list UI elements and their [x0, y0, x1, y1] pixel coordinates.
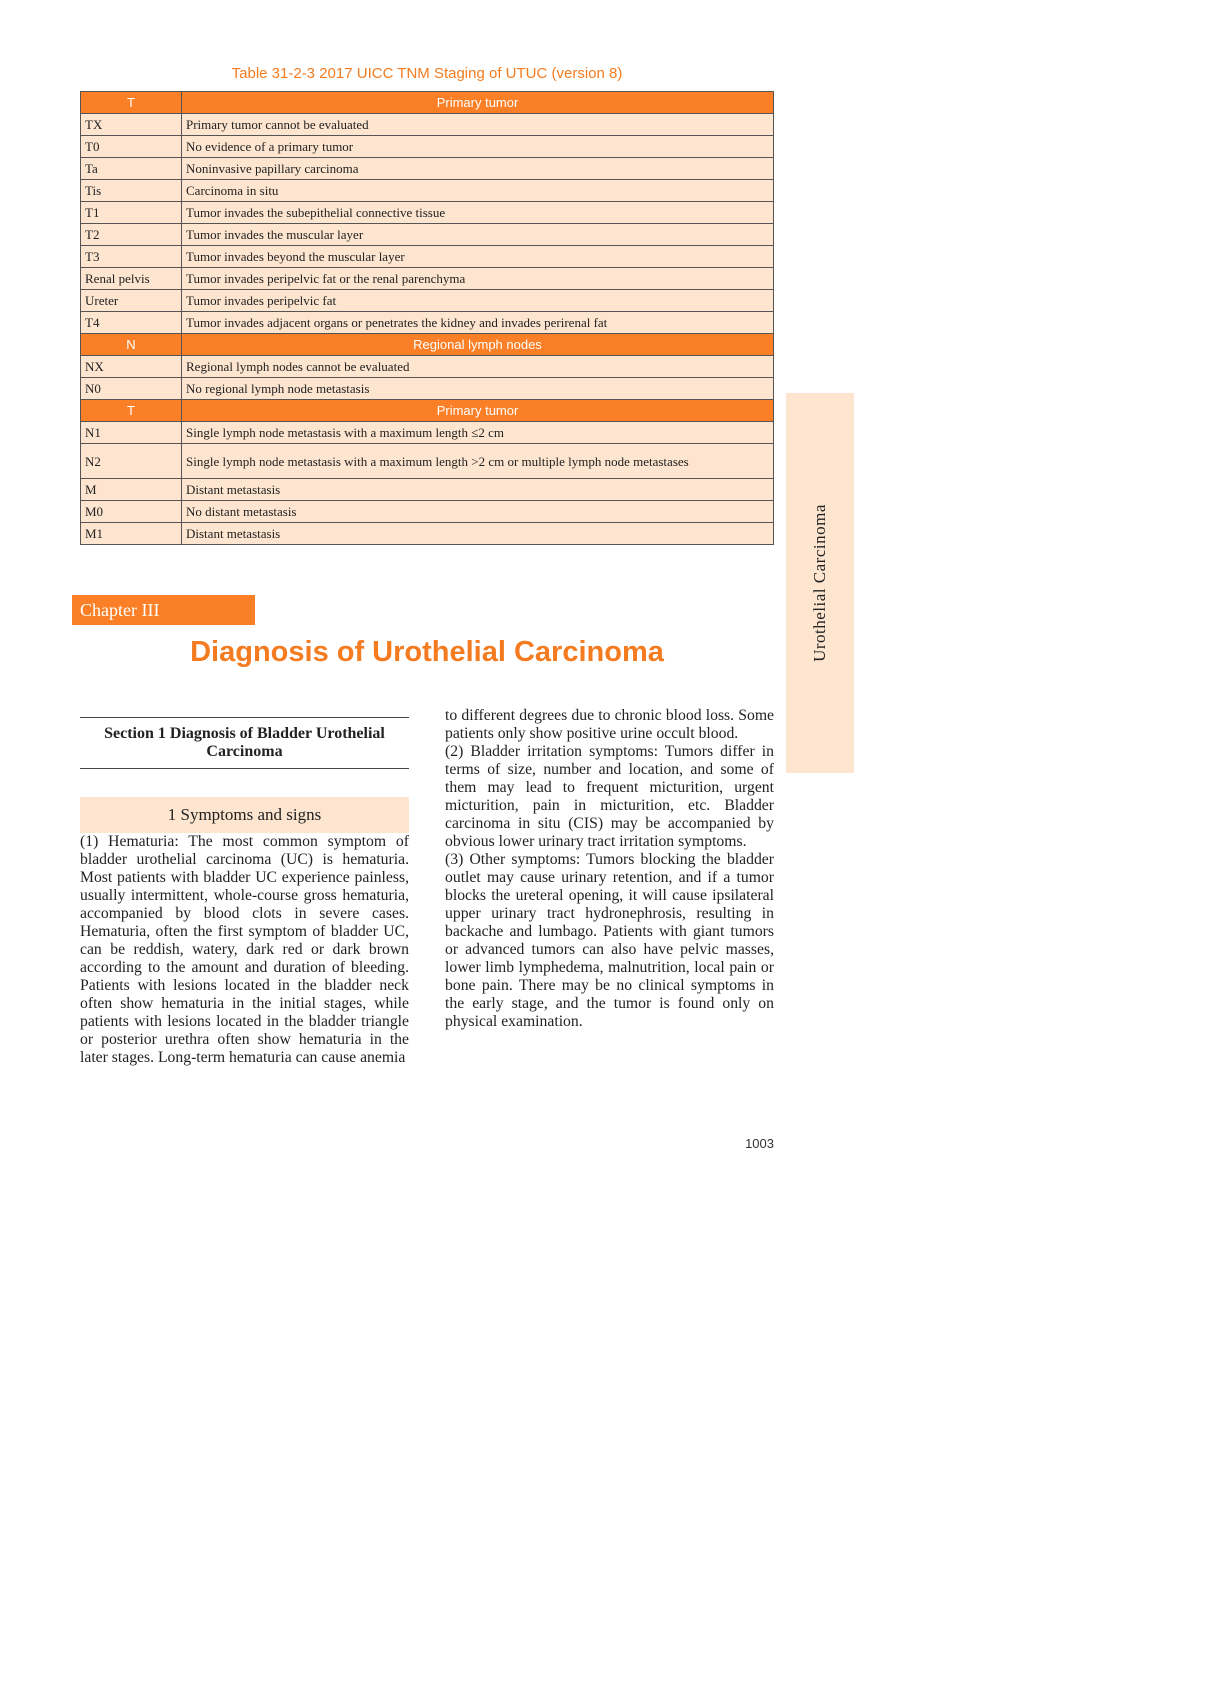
body-column-left	[80, 833, 409, 1067]
table-row	[81, 501, 774, 523]
table-cell-description: Tumor invades adjacent organs or penetrates the kidney and invades perirenal fat	[182, 312, 774, 334]
table-cell-category: Ta	[81, 158, 182, 180]
table-row	[81, 422, 774, 444]
table-row	[81, 356, 774, 378]
table-cell-description: Noninvasive papillary carcinoma	[182, 158, 774, 180]
table-cell-category: T	[81, 400, 182, 422]
table-cell-description: Distant metastasis	[182, 479, 774, 501]
table-cell-description: Tumor invades peripelvic fat or the renal parenchyma	[182, 268, 774, 290]
table-header-row	[81, 334, 774, 356]
table-cell-category: T2	[81, 224, 182, 246]
body-column-right	[445, 707, 774, 1031]
paragraph-bladder-irritation: (2) Bladder irritation symptoms: Tumors differ in terms of size, number and location, and some of them may lead to frequent micturition, urgent micturition, pain in micturition, etc. Bladder carcinoma in situ (CIS) may be accompanied by obvious lower urinary tract irritation symptoms.	[445, 743, 774, 850]
table-cell-description: Single lymph node metastasis with a maximum length ≤2 cm	[182, 422, 774, 444]
tnm-staging-table	[80, 91, 774, 545]
table-cell-category: Tis	[81, 180, 182, 202]
table-cell-category: Renal pelvis	[81, 268, 182, 290]
table-cell-description: No regional lymph node metastasis	[182, 378, 774, 400]
table-cell-category: N	[81, 334, 182, 356]
table-cell-description: Single lymph node metastasis with a maximum length >2 cm or multiple lymph node metastases	[182, 444, 774, 479]
table-cell-category: M0	[81, 501, 182, 523]
table-cell-description: Primary tumor cannot be evaluated	[182, 114, 774, 136]
table-cell-category: N2	[81, 444, 182, 479]
table-row	[81, 523, 774, 545]
table-cell-category: M	[81, 479, 182, 501]
table-row	[81, 246, 774, 268]
table-cell-category: T3	[81, 246, 182, 268]
table-row	[81, 158, 774, 180]
table-cell-description: Regional lymph nodes cannot be evaluated	[182, 356, 774, 378]
table-cell-category: T	[81, 92, 182, 114]
table-cell-description: No evidence of a primary tumor	[182, 136, 774, 158]
table-cell-category: NX	[81, 356, 182, 378]
section-heading	[80, 717, 409, 769]
table-cell-description: Primary tumor	[182, 92, 774, 114]
paragraph-hematuria-cont: to different degrees due to chronic blood loss. Some patients only show positive urine occult blood.	[445, 707, 774, 742]
table-row	[81, 114, 774, 136]
table-row	[81, 479, 774, 501]
table-caption: Table 31-2-3 2017 UICC TNM Staging of UTUC (version 8)	[231, 65, 623, 82]
table-cell-description: No distant metastasis	[182, 501, 774, 523]
table-row	[81, 312, 774, 334]
table-cell-category: T4	[81, 312, 182, 334]
table-cell-category: T0	[81, 136, 182, 158]
chapter-title: Diagnosis of Urothelial Carcinoma	[190, 636, 664, 668]
paragraph-other-symptoms: (3) Other symptoms: Tumors blocking the bladder outlet may cause urinary retention, and if a tumor blocks the ureteral opening, it will cause ipsilateral upper urinary tract hydronephrosis, resulting in backache and lumbago. Patients with giant tumors or advanced tumors can also have pelvic masses, lower limb lymphedema, malnutrition, local pain or bone pain. There may be no clinical symptoms in the early stage, and the tumor is found only on physical examination.	[445, 851, 774, 1030]
section-title: Section 1 Diagnosis of Bladder Urothelial Carcinoma	[104, 725, 385, 760]
paragraph-hematuria: (1) Hematuria: The most common symptom of bladder urothelial carcinoma (UC) is hematuria. Most patients with bladder UC experience painless, usually intermittent, whole-course gross hematuria, accompanied by blood clots in severe cases. Hematuria, often the first symptom of bladder UC, can be reddish, watery, dark red or dark brown according to the amount and duration of bleeding. Patients with lesions located in the bladder neck often show hematuria in the initial stages, while patients with lesions located in the bladder triangle or posterior urethra often show hematuria in the later stages. Long-term hematuria can cause anemia	[80, 833, 409, 1066]
subsection-heading	[80, 797, 409, 833]
table-row	[81, 378, 774, 400]
table-row	[81, 136, 774, 158]
table-row	[81, 444, 774, 479]
table-cell-description: Distant metastasis	[182, 523, 774, 545]
table-cell-description: Tumor invades peripelvic fat	[182, 290, 774, 312]
table-cell-category: N1	[81, 422, 182, 444]
tnm-table-body	[81, 92, 774, 545]
table-cell-description: Primary tumor	[182, 400, 774, 422]
subsection-title: 1 Symptoms and signs	[167, 805, 322, 824]
table-cell-description: Tumor invades the subepithelial connective tissue	[182, 202, 774, 224]
page-number: 1003	[745, 1136, 774, 1151]
table-cell-category: TX	[81, 114, 182, 136]
table-cell-category: N0	[81, 378, 182, 400]
table-row	[81, 202, 774, 224]
side-tab	[786, 393, 854, 773]
side-tab-label: Urothelial Carcinoma	[810, 504, 829, 662]
table-cell-category: M1	[81, 523, 182, 545]
chapter-label: Chapter III	[72, 595, 255, 625]
table-cell-category: Ureter	[81, 290, 182, 312]
table-cell-category: T1	[81, 202, 182, 224]
table-cell-description: Regional lymph nodes	[182, 334, 774, 356]
table-header-row	[81, 400, 774, 422]
table-cell-description: Tumor invades the muscular layer	[182, 224, 774, 246]
table-cell-description: Carcinoma in situ	[182, 180, 774, 202]
table-row	[81, 268, 774, 290]
table-row	[81, 180, 774, 202]
table-header-row	[81, 92, 774, 114]
table-row	[81, 224, 774, 246]
table-cell-description: Tumor invades beyond the muscular layer	[182, 246, 774, 268]
table-row	[81, 290, 774, 312]
